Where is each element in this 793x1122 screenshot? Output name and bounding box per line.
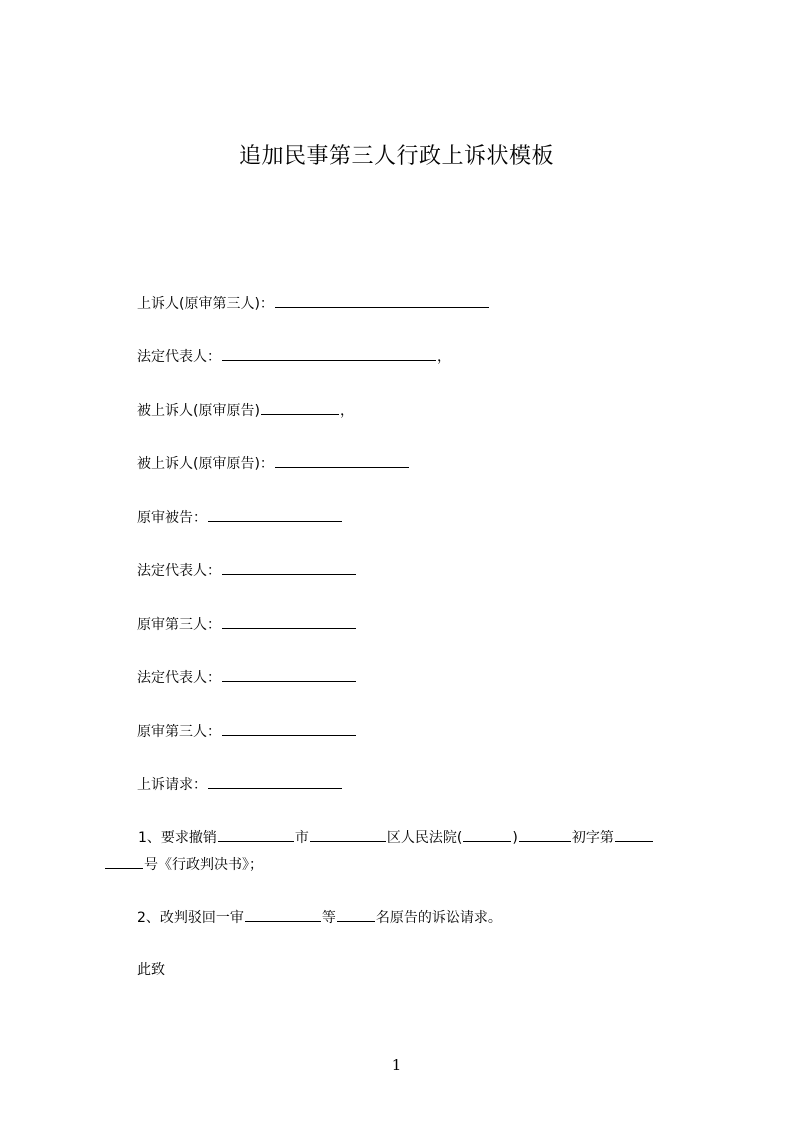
- blank-line[interactable]: [463, 826, 511, 842]
- request-text: 等: [321, 910, 336, 926]
- field-legal-representative-3: [137, 666, 357, 688]
- request-text: 区人民法院(: [386, 830, 463, 846]
- blank-line[interactable]: [310, 826, 386, 842]
- field-appellee: [137, 399, 354, 421]
- field-third-party-2: [137, 720, 357, 742]
- blank-line[interactable]: [615, 826, 653, 842]
- blank-line[interactable]: [222, 720, 356, 736]
- field-label: 被上诉人(原审原告): [137, 403, 260, 419]
- blank-line[interactable]: [208, 773, 342, 789]
- page-number: 1: [391, 1056, 402, 1074]
- blank-line[interactable]: [105, 853, 143, 869]
- field-label: 法定代表人：: [137, 563, 221, 579]
- blank-line[interactable]: [275, 452, 409, 468]
- request-text: 2、改判驳回一审: [137, 910, 244, 926]
- field-suffix: ，: [437, 349, 451, 365]
- field-label: 原审被告：: [137, 510, 207, 526]
- blank-line[interactable]: [222, 613, 356, 629]
- blank-line[interactable]: [222, 559, 356, 575]
- request-text: 名原告的诉讼请求。: [375, 910, 502, 926]
- field-label: 原审第三人：: [137, 617, 221, 633]
- document-title: 追加民事第三人行政上诉状模板: [238, 144, 554, 169]
- request-item-1-continued: [104, 853, 263, 875]
- request-text: 号《行政判决书》；: [144, 857, 263, 873]
- request-item-1: [138, 826, 654, 848]
- field-label: 法定代表人：: [137, 670, 221, 686]
- blank-line[interactable]: [222, 666, 356, 682]
- request-text: 1、要求撤销: [138, 830, 217, 846]
- blank-line[interactable]: [519, 826, 571, 842]
- closing-text: 此致: [137, 962, 165, 978]
- blank-line[interactable]: [275, 292, 489, 308]
- request-text: 初字第: [571, 830, 614, 846]
- request-item-2: [137, 906, 502, 928]
- field-suffix: ，: [339, 403, 354, 419]
- field-appeal-request: [137, 773, 343, 795]
- blank-line[interactable]: [222, 345, 436, 361]
- field-original-defendant: [137, 506, 343, 528]
- field-legal-representative-2: [137, 559, 357, 581]
- blank-line[interactable]: [208, 506, 342, 522]
- blank-line[interactable]: [245, 906, 321, 922]
- field-label: 法定代表人：: [137, 349, 221, 365]
- field-third-party: [137, 613, 357, 635]
- field-label: 上诉人(原审第三人)：: [137, 296, 274, 312]
- field-appellant: [137, 292, 490, 314]
- field-appellee-2: [137, 452, 410, 474]
- request-text: ): [512, 830, 518, 846]
- field-legal-representative: [137, 345, 451, 367]
- blank-line[interactable]: [218, 826, 294, 842]
- blank-line[interactable]: [337, 906, 375, 922]
- request-text: 市: [294, 830, 309, 846]
- field-label: 原审第三人：: [137, 724, 221, 740]
- blank-line[interactable]: [261, 399, 339, 415]
- field-label: 上诉请求：: [137, 777, 207, 793]
- field-label: 被上诉人(原审原告)：: [137, 456, 274, 472]
